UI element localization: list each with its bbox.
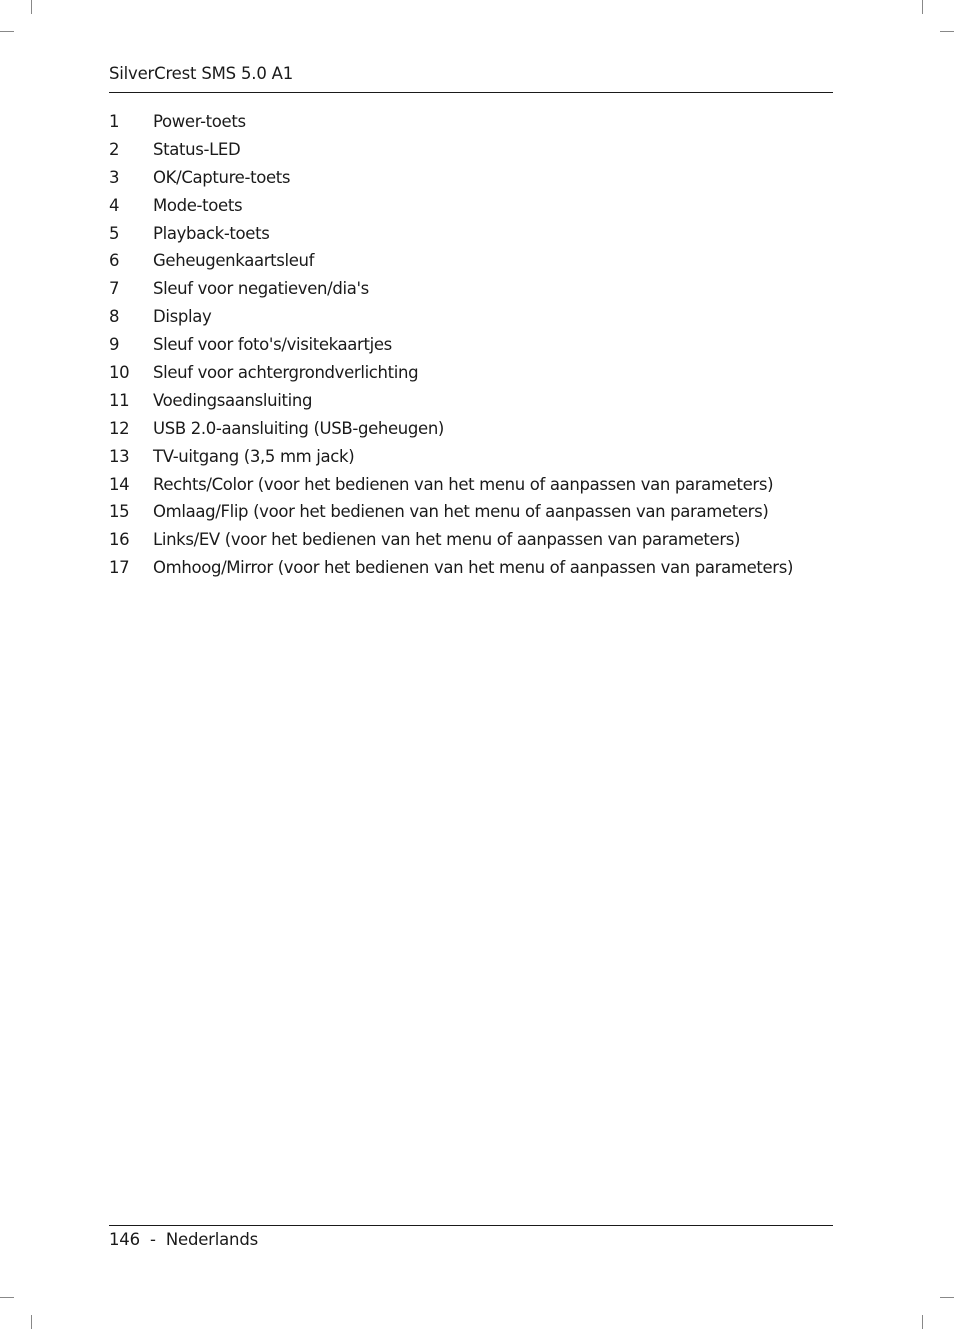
item-label: Voedingsaansluiting (153, 390, 313, 410)
item-number: 3 (109, 167, 120, 187)
crop-mark (922, 1315, 923, 1329)
item-number: 2 (109, 139, 120, 159)
page-footer (109, 1225, 833, 1249)
item-label: Geheugenkaartsleuf (153, 251, 315, 271)
item-label: Sleuf voor foto's/visitekaartjes (153, 335, 392, 355)
item-number: 13 (109, 446, 130, 466)
item-number: 17 (109, 558, 130, 578)
item-label: Links/EV (voor het bedienen van het menu of aanpassen van parameters) (153, 530, 741, 550)
item-label: Sleuf voor achtergrondverlichting (153, 363, 419, 383)
page-number: 146 (109, 1230, 140, 1249)
crop-mark (31, 1315, 32, 1329)
footer-language: Nederlands (165, 1230, 258, 1249)
item-label: Rechts/Color (voor het bedienen van het menu of aanpassen van parameters) (153, 474, 774, 494)
item-label: Omhoog/Mirror (voor het bedienen van het menu of aanpassen van parameters) (153, 558, 794, 578)
footer-separator: - (150, 1230, 156, 1249)
item-number: 7 (109, 279, 120, 299)
crop-mark (0, 1297, 14, 1298)
item-number: 1 (109, 112, 120, 131)
item-label: Status-LED (153, 139, 241, 159)
item-number: 14 (109, 474, 130, 494)
item-number: 5 (109, 223, 120, 243)
item-number: 10 (109, 363, 130, 383)
header-title: SilverCrest SMS 5.0 A1 (109, 64, 294, 83)
item-label: Playback-toets (153, 223, 270, 243)
footer-text (109, 1230, 258, 1249)
item-label: USB 2.0-aansluiting (USB-geheugen) (153, 418, 445, 438)
item-label: Display (153, 307, 212, 327)
item-label: TV-uitgang (3,5 mm jack) (153, 446, 355, 466)
crop-mark (31, 0, 32, 14)
item-label: Sleuf voor negatieven/dia's (153, 279, 369, 299)
item-number: 12 (109, 418, 130, 438)
item-label: Mode-toets (153, 195, 243, 215)
page-header (109, 62, 833, 93)
crop-mark (940, 1297, 954, 1298)
item-number: 16 (109, 530, 130, 550)
item-number: 15 (109, 502, 130, 522)
crop-mark (940, 31, 954, 32)
crop-mark (922, 0, 923, 14)
crop-mark (0, 31, 14, 32)
item-label: OK/Capture-toets (153, 167, 291, 187)
item-label: Power-toets (153, 112, 246, 131)
item-number: 4 (109, 195, 120, 215)
item-number: 11 (109, 390, 130, 410)
item-label: Omlaag/Flip (voor het bedienen van het menu of aanpassen van parameters) (153, 502, 769, 522)
item-number: 9 (109, 335, 120, 355)
item-number: 6 (109, 251, 120, 271)
item-number: 8 (109, 307, 120, 327)
